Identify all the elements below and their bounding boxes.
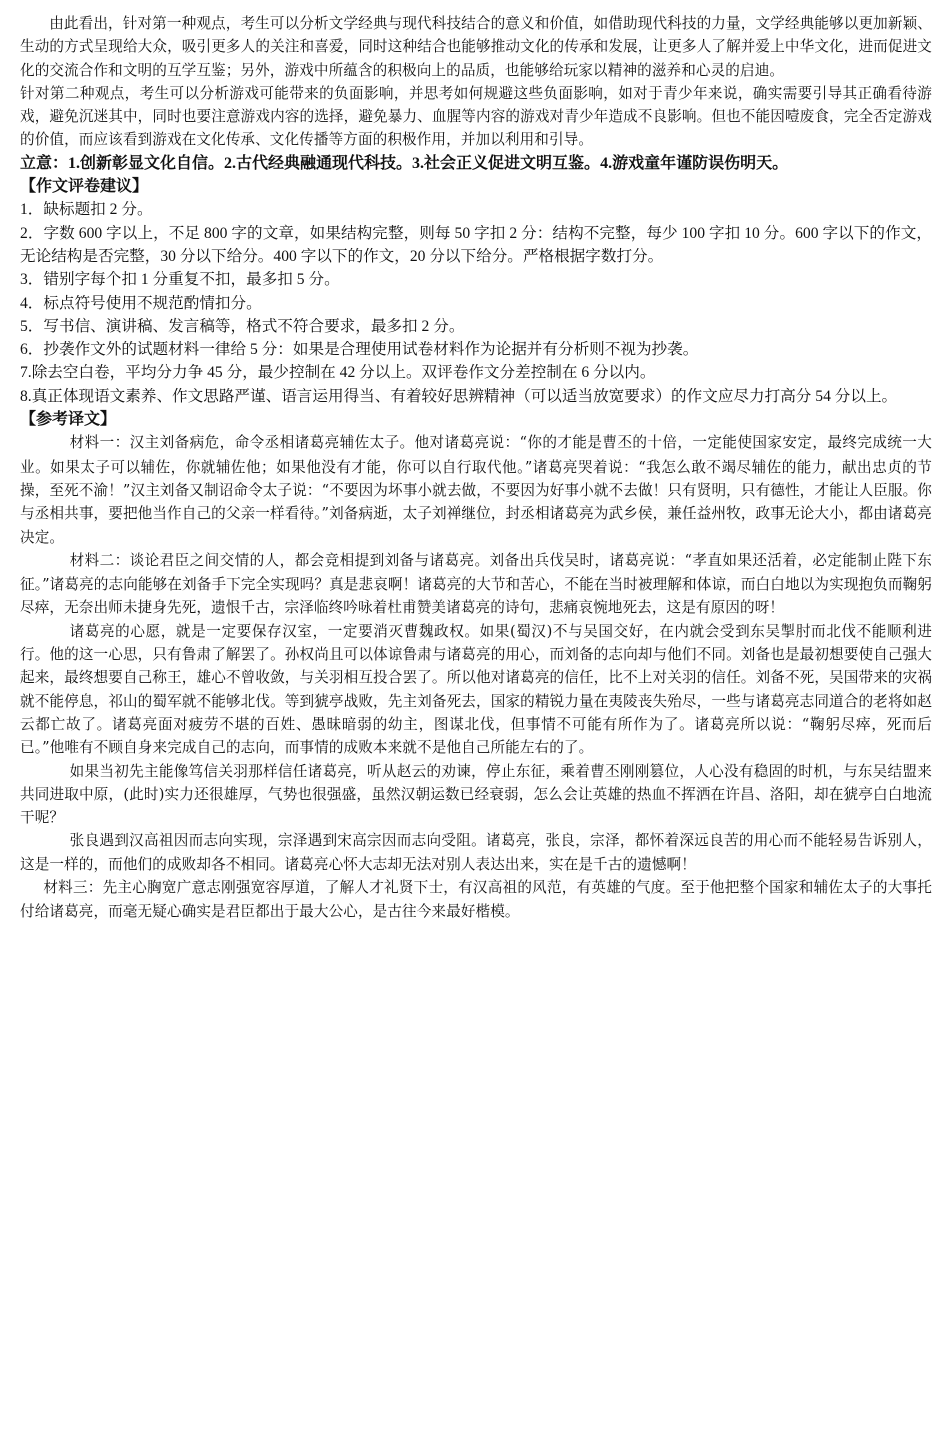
theme-line <box>20 152 932 175</box>
material-3-text: 先主心胸宽广意志刚强宽容厚道，了解人才礼贤下士，有汉高祖的风范，有英雄的气度。至于他把整个国家和辅佐太子的大事托付给诸葛亮，而毫无疑心确实是君臣都出于最大公心，是古往今来最好楷模。 <box>20 878 932 921</box>
grading-rule-6: 6．抄袭作文外的试题材料一律给 5 分：如果是合理使用试卷材料作为论据并有分析则不视为抄袭。 <box>20 341 699 359</box>
analysis-paragraph-2: 针对第二种观点，考生可以分析游戏可能带来的负面影响，并思考如何规避这些负面影响，如对于青少年来说，确实需要引导其正确看待游戏，避免沉迷其中，同时也要注意游戏内容的选择，避免暴力、血腥等内容的游戏对青少年造成不良影响。但也不能因噎废食，完全否定游戏的价值，而应该看到游戏在文化传承、文化传播等方面的积极作用，并加以利用和引导。 <box>20 84 932 149</box>
grading-rule-4: 4．标点符号使用不规范酌情扣分。 <box>20 294 262 312</box>
document-page <box>20 12 932 924</box>
theme-item-4: 4.游戏童年谨防误伤明天。 <box>600 154 789 172</box>
translation-paragraph-5: 张良遇到汉高祖因而志向实现，宗泽遇到宋高宗因而志向受阻。诸葛亮，张良，宗泽，都怀着深远良苦的用心而不能轻易告诉别人，这是一样的，而他们的成败却各不相同。诸葛亮心怀大志却无法对别人表达出来，实在是千古的遗憾啊！ <box>20 832 932 873</box>
material-3-paragraph <box>20 876 932 924</box>
material-2-text: 谈论君臣之间交情的人，都会竞相提到刘备与诸葛亮。刘备出兵伐吴时，诸葛亮说：“孝直如果还活着，必定能制止陛下东征。”诸葛亮的志向能够在刘备手下完全实现吗？真是悲哀啊！诸葛亮的大节和苦心，不能在当时被理解和体谅，而白白地以为实现抱负而鞠躬尽瘁，无奈出师未捷身先死，遗恨千古，宗泽临终吟咏着杜甫赞美诸葛亮的诗句，悲痛哀惋地死去，这是有原因的呀！ <box>20 551 932 617</box>
translation-heading: 【参考译文】 <box>20 411 117 429</box>
grading-heading: 【作文评卷建议】 <box>20 178 149 196</box>
grading-rule-8: 8.真正体现语文素养、作文思路严谨、语言运用得当、有着较好思辨精神（可以适当放宽要求）的作文应尽力打高分 54 分以上。 <box>20 387 898 405</box>
grading-rule-5: 5．写书信、演讲稿、发言稿等，格式不符合要求，最多扣 2 分。 <box>20 317 465 335</box>
grading-rule-2: 2．字数 600 字以上，不足 800 字的文章，如果结构完整，则每 50 字扣 2 分：结构不完整，每少 100 字扣 10 分。600 字以下的作文，无论结构是否完整，30 分以下给分。400 字以下的作文，20 分以下给分。严格根据字数打分。 <box>20 224 932 265</box>
grading-rule-3: 3．错别字每个扣 1 分重复不扣，最多扣 5 分。 <box>20 271 340 289</box>
theme-item-1: 1.创新彰显文化自信。 <box>68 154 225 172</box>
material-1-paragraph <box>20 431 932 548</box>
material-1-label: 材料一： <box>69 435 130 452</box>
material-1-text: 汉主刘备病危，命令丞相诸葛亮辅佐太子。他对诸葛亮说：“你的才能是曹丕的十倍，一定能使国家安定，最终完成统一大业。如果太子可以辅佐，你就辅佐他；如果他没有才能，你可以自行取代他。”诸葛亮哭着说：“我怎么敢不竭尽辅佐的能力，献出忠贞的节操，至死不渝！”汉主刘备又制诏命令太子说：“不要因为坏事小就去做，不要因为好事小就不去做！只有贤明，只有德性，才能让人臣服。你与丞相共事，要把他当作自己的父亲一样看待。”刘备病逝，太子刘禅继位，封丞相诸葛亮为武乡侯，兼任益州牧，政事无论大小，都由诸葛亮决定。 <box>20 434 932 546</box>
material-2-label: 材料二： <box>69 552 130 569</box>
translation-paragraph-4: 如果当初先主能像笃信关羽那样信任诸葛亮，听从赵云的劝谏，停止东征，乘着曹丕刚刚篡位，人心没有稳固的时机，与东吴结盟来共同进取中原，(此时)实力还很雄厚，气势也很强盛，虽然汉朝运数已经衰弱，怎么会让英雄的热血不挥洒在许昌、洛阳，却在猇亭白白地流干呢？ <box>20 762 932 827</box>
grading-rule-1: 1．缺标题扣 2 分。 <box>20 201 153 219</box>
theme-item-2: 2.古代经典融通现代科技。 <box>224 154 413 172</box>
grading-rule-7: 7.除去空白卷，平均分力争 45 分，最少控制在 42 分以上。双评卷作文分差控制在 6 分以内。 <box>20 364 656 382</box>
analysis-paragraph-1: 由此看出，针对第一种观点，考生可以分析文学经典与现代科技结合的意义和价值，如借助现代科技的力量，文学经典能够以更加新颖、生动的方式呈现给大众，吸引更多人的关注和喜爱，同时这种结合也能够推动文化的传承和发展，让更多人了解并爱上中华文化，进而促进文化的交流合作和文明的互学互鉴；另外，游戏中所蕴含的积极向上的品质，也能够给玩家以精神的滋养和心灵的启迪。 <box>20 15 932 79</box>
translation-paragraph-3: 诸葛亮的心愿，就是一定要保存汉室，一定要消灭曹魏政权。如果(蜀汉)不与吴国交好，在内就会受到东吴掣肘而北伐不能顺利进行。他的这一心思，只有鲁肃了解罢了。孙权尚且可以体谅鲁肃与诸葛亮的用心，而刘备的志向却与他们不同。刘备也是最初想要使自己强大起来，最终想要自己称王，雄心不曾收敛，与关羽相互投合罢了。所以他对诸葛亮的信任，比不上对关羽的信任。刘备不死，吴国带来的灾祸就不能停息，祁山的蜀军就不能够北伐。等到猇亭战败，先主刘备死去，国家的精锐力量在夷陵丧失殆尽，一些与诸葛亮志同道合的老将如赵云都亡故了。诸葛亮面对疲劳不堪的百姓、愚昧暗弱的幼主，图谋北伐，但事情不可能有所作为了。诸葛亮所以说：“鞠躬尽瘁，死而后已。”他唯有不顾自身来完成自己的志向，而事情的成败本来就不是他自己所能左右的了。 <box>20 622 932 757</box>
theme-item-3: 3.社会正义促进文明互鉴。 <box>412 154 601 172</box>
theme-label: 立意： <box>20 154 69 172</box>
material-2-paragraph <box>20 549 932 620</box>
material-3-label: 材料三： <box>43 879 103 896</box>
